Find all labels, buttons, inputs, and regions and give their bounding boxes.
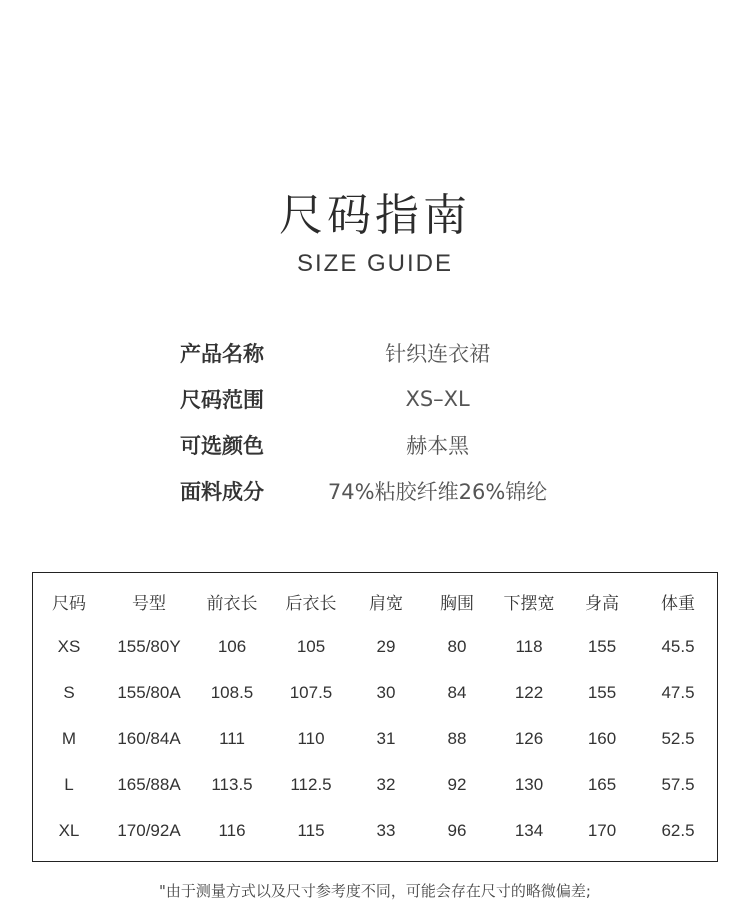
table-cell: 155 — [587, 683, 617, 702]
info-row-fabric — [180, 468, 580, 514]
table-cell: 30 — [376, 683, 396, 702]
size-table-grid — [33, 578, 717, 854]
table-cell: 45.5 — [661, 637, 695, 656]
table-row — [33, 716, 717, 762]
info-value: XS–XL — [405, 387, 470, 411]
table-cell: 115 — [297, 821, 325, 840]
column-header: 胸围 — [440, 593, 474, 614]
column-header: 后衣长 — [285, 593, 337, 614]
info-value: 针织连衣裙 — [385, 342, 491, 366]
table-row — [33, 762, 717, 808]
table-cell: 160/84A — [117, 729, 181, 748]
table-cell: 92 — [447, 775, 467, 794]
measurement-note: "由于测量方式以及尺寸参考度不同，可能会存在尺寸的略微偏差; — [159, 882, 591, 900]
table-row — [33, 670, 717, 716]
table-cell: 47.5 — [661, 683, 695, 702]
table-cell: 84 — [447, 683, 467, 702]
table-cell: 62.5 — [661, 821, 695, 840]
column-header: 体重 — [661, 593, 695, 614]
table-cell: 105 — [296, 637, 326, 656]
table-cell: 155/80A — [117, 683, 181, 702]
info-value: 赫本黑 — [406, 434, 470, 458]
table-cell: 31 — [376, 729, 396, 748]
table-cell: 29 — [376, 637, 396, 656]
info-value: 74%粘胶纤维26%锦纶 — [327, 480, 548, 504]
table-row — [33, 808, 717, 854]
table-cell: 96 — [447, 821, 467, 840]
table-cell: 134 — [514, 821, 544, 840]
table-cell: 110 — [297, 729, 325, 748]
table-cell: 111 — [219, 729, 245, 748]
table-row — [33, 624, 717, 670]
size-table — [32, 572, 718, 862]
table-cell: 165 — [587, 775, 617, 794]
table-cell: 33 — [376, 821, 396, 840]
table-cell: 32 — [376, 775, 396, 794]
info-row-size-range — [180, 376, 580, 422]
column-header: 肩宽 — [369, 593, 403, 614]
table-cell: 112.5 — [290, 775, 332, 794]
info-label: 产品名称 — [180, 342, 264, 366]
table-cell: 113.5 — [211, 775, 253, 794]
table-cell: 57.5 — [661, 775, 695, 794]
table-cell: 165/88A — [117, 775, 181, 794]
table-cell: 170/92A — [117, 821, 181, 840]
table-cell: 88 — [447, 729, 467, 748]
table-cell: 155 — [587, 637, 617, 656]
table-cell: 106 — [217, 637, 247, 656]
table-cell: 107.5 — [289, 683, 333, 702]
info-row-name — [180, 330, 580, 376]
table-cell: 130 — [514, 775, 544, 794]
table-header-row — [33, 578, 717, 624]
page-subtitle: SIZE GUIDE — [296, 250, 454, 277]
column-header: 尺码 — [52, 593, 86, 614]
table-cell: 155/80Y — [117, 637, 181, 656]
table-cell: M — [61, 729, 77, 748]
page-title: 尺码指南 — [279, 190, 471, 241]
column-header: 身高 — [585, 593, 619, 614]
table-cell: 122 — [514, 683, 544, 702]
table-cell: 170 — [587, 821, 617, 840]
column-header: 前衣长 — [206, 593, 258, 614]
column-header: 下摆宽 — [503, 593, 555, 614]
table-cell: XL — [58, 821, 80, 840]
table-cell: 116 — [218, 821, 246, 840]
info-label: 可选颜色 — [180, 434, 264, 458]
table-cell: 52.5 — [661, 729, 695, 748]
table-cell: 80 — [447, 637, 467, 656]
table-cell: S — [63, 683, 75, 702]
table-cell: L — [64, 775, 74, 794]
info-label: 面料成分 — [180, 480, 264, 504]
table-cell: 108.5 — [210, 683, 254, 702]
table-cell: XS — [57, 637, 81, 656]
table-cell: 126 — [514, 729, 544, 748]
info-row-color — [180, 422, 580, 468]
info-label: 尺码范围 — [180, 388, 264, 412]
column-header: 号型 — [132, 593, 166, 614]
table-cell: 160 — [587, 729, 617, 748]
table-cell: 118 — [515, 637, 543, 656]
product-info — [180, 330, 580, 514]
